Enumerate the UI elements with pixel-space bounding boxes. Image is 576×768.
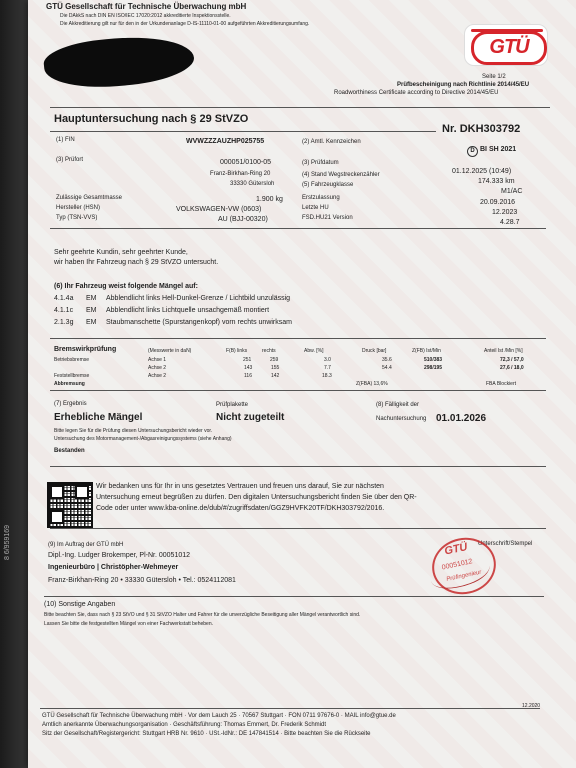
erstzulassung-label: Erstzulassung <box>302 195 340 201</box>
stamp-logo: GTÜ <box>443 541 469 558</box>
letzte-hu-label: Letzte HU <box>302 205 329 211</box>
divider-title <box>50 131 436 132</box>
footer-line2: Amtlich anerkannte Überwachungsorganisation · Geschäftsführung: Thomas Emmert, Dr. Frederik Schmidt <box>42 722 327 728</box>
brake-row3-axle: Achse 2 <box>148 373 167 379</box>
nachuntersuchung-label: Nachuntersuchung <box>376 416 427 422</box>
brake-col-z: Z(FB) Ist/Min <box>412 348 441 354</box>
result-value: Erhebliche Mängel <box>54 412 143 423</box>
qr-finder <box>75 485 89 499</box>
country-code: D <box>467 146 478 157</box>
result-status: Bestanden <box>54 448 85 454</box>
stamp-number: 00051012 <box>441 558 474 572</box>
brake-row1-right: 259 <box>270 357 279 363</box>
form-version: 12.2020 <box>522 703 541 709</box>
result-note2: Untersuchung des Motormanagement-/Abgasreinigungssystems (siehe Anhang) <box>54 436 232 442</box>
footer-line3: Sitz der Gesellschaft/Registergericht: Stuttgart HRB Nr. 9610 · USt.-IdNr.: DE 147841514 · Bitte beachten Sie die Rückseite <box>42 731 371 737</box>
faellig-value: 01.01.2026 <box>436 413 487 424</box>
logo-text: GTÜ <box>471 31 547 65</box>
other-label: (10) Sonstige Angaben <box>44 601 116 608</box>
brake-row3-label: Feststellbremse <box>54 373 90 379</box>
brake-col-left: F(B) links <box>226 348 248 354</box>
page-number: Seite 1/2 <box>482 74 506 80</box>
brake-row1-label: Betriebsbremse <box>54 357 90 363</box>
page-title: Hauptuntersuchung nach § 29 StVZO <box>54 113 249 125</box>
pruefort-line2: Franz-Birkhan-Ring 20 <box>210 171 271 177</box>
qr-finder <box>50 510 64 524</box>
brake-row2-left: 143 <box>244 365 253 371</box>
typ-value: AU (BJJ-00320) <box>218 216 268 223</box>
qr-finder <box>50 485 64 499</box>
gesamtmasse-label: Zulässige Gesamtmasse <box>56 195 123 201</box>
defect-code: 4.1.1c <box>54 307 74 314</box>
gtu-logo <box>464 24 548 66</box>
brake-row1-left: 251 <box>243 357 252 363</box>
fin-label: (1) FIN <box>56 137 75 143</box>
divider-result <box>50 466 546 467</box>
accreditation-1: Die DAkkS nach DIN EN ISO/IEC 17020:2012 akkreditierte Inspektionsstelle. <box>60 13 231 19</box>
inspector-office: Ingenieurbüro | Christöpher-Wehmeyer <box>48 564 179 571</box>
defect-category: EM <box>86 319 97 326</box>
fsd-value: 4.28.7 <box>500 219 520 226</box>
inspector-label: (9) Im Auftrag der GTÜ mbH <box>48 542 124 548</box>
brake-mess: (Messwerte in daN) <box>148 348 192 354</box>
brake-row1-z: 510/383 <box>424 357 443 363</box>
brake-row3-left: 116 <box>244 373 252 379</box>
defect-code: 4.1.4a <box>54 295 74 302</box>
plate-label: (2) Amtl. Kennzeichen <box>302 139 361 145</box>
qr-code[interactable] <box>47 482 93 528</box>
brake-row2-anteil: 27,6 / 18,0 <box>500 365 524 371</box>
fsd-label: FSD.HU21 Version <box>302 215 353 221</box>
certificate-de: Prüfbescheinigung nach Richtlinie 2014/45/EU <box>397 82 530 88</box>
side-code: 8 6/959169 <box>4 524 11 560</box>
plate-value: BI SH 2021 <box>480 146 517 153</box>
pruefdatum-label: (3) Prüfdatum <box>302 160 339 166</box>
brake-row4-label: Abbremsung <box>54 381 85 387</box>
defect-text: Abblendlicht links Lichtquelle unsachgemäß montiert <box>106 307 270 314</box>
stamp-title: Prüfingenieur <box>445 569 483 583</box>
inspector-address: Franz-Birkhan-Ring 20 • 33330 Gütersloh • Tel.: 0524112081 <box>48 577 236 584</box>
greeting-line1: Sehr geehrte Kundin, sehr geehrter Kunde, <box>54 249 188 256</box>
brake-col-abw: Abw. [%] <box>304 348 324 354</box>
fin-value: WVWZZZAUZHP025755 <box>186 138 265 145</box>
accreditation-2: Die Akkreditierung gilt nur für den in der Urkundenanlage D-IS-11110-01-00 aufgeführten Akkreditierungsumfang. <box>60 21 310 27</box>
brake-col-right: rechts <box>262 348 276 354</box>
defects-heading: (6) Ihr Fahrzeug weist folgende Mängel auf: <box>54 283 198 290</box>
divider-footer <box>40 708 540 709</box>
pruefort-label: (3) Prüfort <box>56 157 84 163</box>
defect-code: 2.1.3g <box>54 319 74 326</box>
plakette-value: Nicht zugeteilt <box>216 412 285 423</box>
footer-line1: GTÜ Gesellschaft für Technische Überwachung mbH · Vor dem Lauch 25 · 70567 Stuttgart · FON 0711 97676-0 · MAIL info@gtue.de <box>42 713 396 719</box>
km-value: 174.333 km <box>478 178 515 185</box>
thanks-line2: Untersuchung erneut begrüßen zu dürfen. Den digitalen Untersuchungsbericht finden Sie über den QR- <box>96 494 417 501</box>
report-number: Nr. DKH303792 <box>442 123 521 135</box>
divider-fields <box>50 228 546 229</box>
brake-row2-axle: Achse 2 <box>148 365 167 371</box>
defect-category: EM <box>86 295 97 302</box>
brake-row4-z: Z(FBA) 13,6% <box>356 381 388 387</box>
defect-text: Staubmanschette (Spurstangenkopf) vorn rechts unwirksam <box>106 319 292 326</box>
result-note1: Bitte legen Sie für die Prüfung diesen Untersuchungsbericht wieder vor. <box>54 428 213 434</box>
divider-top <box>50 107 550 108</box>
brake-col-druck: Druck [bar] <box>362 348 387 354</box>
faellig-label: (8) Fälligkeit der <box>376 402 420 408</box>
km-label: (4) Stand Wegstreckenzähler <box>302 172 380 178</box>
other-line2: Lassen Sie bitte die festgestellten Mängel von einer Fachwerkstatt beheben. <box>44 621 213 627</box>
divider-brake <box>50 390 546 391</box>
thanks-line3: Code oder unter www.kba-online.de/dub/#/zugriffsdaten/GGZ9HVFK20TF/DKH303792/2016. <box>96 505 385 512</box>
brake-row2-z: 298/195 <box>424 365 443 371</box>
brake-row2-right: 155 <box>271 365 280 371</box>
typ-label: Typ (TSN-VVS) <box>56 215 98 221</box>
brake-row1-anteil: 72,3 / 57,0 <box>500 357 524 363</box>
pruefort-line1: 000051/0100-05 <box>220 159 271 166</box>
pruefdatum-value: 01.12.2025 (10:49) <box>452 168 512 175</box>
letzte-hu-value: 12.2023 <box>492 209 518 216</box>
plakette-label: Prüfplakette <box>216 402 249 408</box>
gesamtmasse-value: 1.900 kg <box>256 196 283 203</box>
brake-row1-axle: Achse 1 <box>148 357 167 363</box>
erstzulassung-value: 20.09.2016 <box>480 199 516 206</box>
brake-row4-fba: FBA Blockiert <box>486 381 517 387</box>
divider-inspector <box>44 596 544 597</box>
company-name: GTÜ Gesellschaft für Technische Überwachung mbH <box>46 2 247 11</box>
inspector-name: Dipl.-Ing. Ludger Brokemper, Pl-Nr. 00051012 <box>48 552 191 559</box>
klasse-label: (5) Fahrzeugklasse <box>302 182 354 188</box>
defect-text: Abblendlicht links Hell-Dunkel-Grenze / Lichtbild unzulässig <box>106 295 291 302</box>
certificate-en: Roadworthiness Certificate according to Directive 2014/45/EU <box>334 90 499 96</box>
greeting-line2: wir haben Ihr Fahrzeug nach § 29 StVZO untersucht. <box>54 259 219 266</box>
brake-title: Bremswirkprüfung <box>54 346 117 353</box>
other-line1: Bitte beachten Sie, dass nach § 23 StVO und § 31 StVZO Halter und Fahrer für die unverzügliche Beseitigung aller Mängel verantwortlich sind. <box>44 612 361 618</box>
brake-col-anteil: Anteil Ist /Min [%] <box>484 348 523 354</box>
hersteller-value: VOLKSWAGEN-VW (0603) <box>176 206 262 213</box>
background-edge <box>0 0 30 768</box>
pruefort-line3: 33330 Gütersloh <box>230 181 275 187</box>
divider-thanks <box>50 528 546 529</box>
result-label: (7) Ergebnis <box>54 401 87 407</box>
brake-row2-abw: 7.7 <box>324 365 331 371</box>
brake-row1-druck: 35.6 <box>382 357 392 363</box>
brake-row1-abw: 3.0 <box>324 357 331 363</box>
divider-defects <box>50 338 546 339</box>
brake-row2-druck: 54.4 <box>382 365 392 371</box>
klasse-value: M1/AC <box>501 188 523 195</box>
hersteller-label: Hersteller (HSN) <box>56 205 101 211</box>
brake-row3-right: 142 <box>271 373 280 379</box>
defect-category: EM <box>86 307 97 314</box>
signature-label: Unterschrift/Stempel <box>478 541 533 547</box>
brake-row3-abw: 18.3 <box>322 373 332 379</box>
thanks-line1: Wir bedanken uns für Ihr in uns gesetztes Vertrauen und freuen uns darauf, Sie zur nächsten <box>96 483 384 490</box>
